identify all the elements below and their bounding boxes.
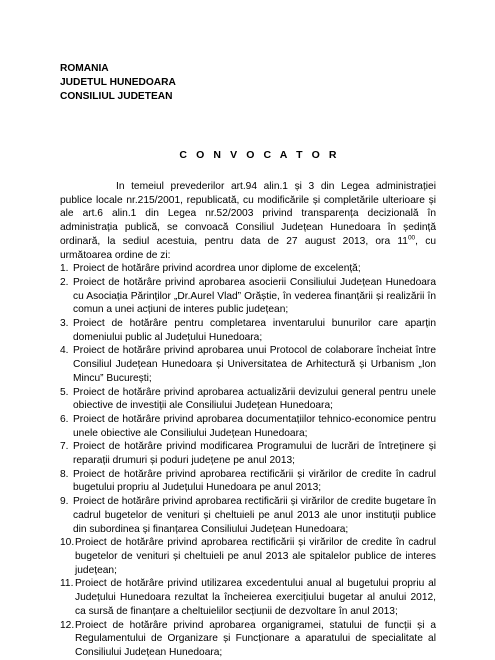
agenda-item-text: Proiect de hotărâre privind aprobarea rectificării și virărilor de credite bugetare în cadrul bugetelor de venituri și cheltuieli pe anul 2013 ale unor instituții publice din subordinea și finanțarea Consiliului Județean Hunedoara;	[73, 496, 436, 535]
agenda-item-text: Proiect de hotărâre privind aprobarea unui Protocol de colaborare încheiat între Consiliul Județean Hunedoara și Universitatea de Arhitectură și Urbanism „Ion Mincu” București;	[73, 345, 436, 384]
agenda-item-text: Proiect de hotărâre privind acordrea unor diplome de excelență;	[73, 263, 361, 275]
agenda-item-text: Proiect de hotărâre privind aprobarea actualizării devizului general pentru unele obiective de investiții ale Consiliului Județean Hunedoara;	[73, 386, 436, 412]
agenda-item-text: Proiect de hotărâre privind aprobarea documentațiilor tehnico-economice pentru unele obiective ale Consiliului Județean Hunedoara;	[73, 413, 436, 439]
intro-time-superscript: 00	[407, 234, 416, 242]
agenda-item-number: 3.	[60, 318, 69, 330]
agenda-item-text: Proiect de hotărâre privind aprobarea rectificării și virărilor de credite în cadrul bugetelor de venituri și cheltuieli pe anul 2013 ale spitalelor publice de interes județean;	[75, 537, 436, 576]
agenda-item	[60, 386, 436, 413]
agenda-item-number: 4.	[60, 345, 69, 357]
agenda-item	[60, 440, 436, 467]
header-country: ROMANIA	[60, 63, 109, 74]
agenda-item-number: 10.	[60, 537, 75, 549]
intro-text-before: In temeiul prevederilor art.94 alin.1 și 3 din Legea administrației publice locale nr.215/2001, republicată, cu modificările și completările ulterioare și ale art.6 alin.1 din Legea nr.52/2003 privind transparența decizională în administrația publică, se convoacă Consiliul Județean Hunedoara în ședință ordinară, la sediul acestuia, pentru data de 27 august 2013, ora 11	[60, 181, 436, 247]
agenda-item-text: Proiect de hotărâre pentru completarea inventarului bunurilor care aparțin domeniului public al Județului Hunedoara;	[73, 318, 436, 343]
agenda-item	[60, 344, 436, 385]
agenda-item	[60, 413, 436, 440]
agenda-item-number: 9.	[60, 496, 69, 508]
header-county: JUDETUL HUNEDOARA	[60, 77, 176, 88]
agenda-list	[60, 262, 436, 659]
agenda-item-text: Proiect de hotărâre privind aprobarea organigramei, statului de funcții și a Regulamentului de Organizare și Funcționare a aparatului de specialitate al Consiliului Județean Hunedoara;	[75, 619, 436, 658]
agenda-item	[60, 276, 436, 317]
agenda-item	[60, 262, 436, 276]
agenda-item	[60, 619, 436, 660]
agenda-item-number: 1.	[60, 263, 69, 275]
agenda-item	[60, 536, 436, 577]
document-header	[60, 62, 176, 104]
agenda-item-text: Proiect de hotărâre privind aprobarea rectificării și virărilor de credite în cadrul bugetului propriu al Județului Hunedoara pe anul 2013;	[73, 468, 436, 494]
agenda-item-number: 8.	[60, 468, 69, 480]
agenda-item-text: Proiect de hotărâre privind modificarea Programului de lucrări de întreținere și reparații drumuri și poduri județene pe anul 2013;	[73, 441, 436, 467]
agenda-item	[60, 317, 436, 344]
agenda-item-number: 7.	[60, 441, 69, 453]
agenda-item-text: Proiect de hotărâre privind utilizarea excedentului anual al bugetului propriu al Județului Hunedoara rezultat la încheierea exercițiului bugetar al anului 2012, ca sursă de finanțare a cheltuielilor secțiunii de dezvoltare în anul 2013;	[75, 578, 436, 617]
agenda-item	[60, 495, 436, 536]
agenda-item-number: 11.	[60, 578, 74, 590]
document-body	[60, 180, 436, 660]
agenda-item	[60, 577, 436, 618]
agenda-item-number: 12.	[60, 619, 75, 631]
header-council: CONSILIUL JUDETEAN	[60, 91, 173, 102]
document-title: C O N V O C A T O R	[179, 149, 340, 161]
agenda-item	[60, 468, 436, 495]
agenda-item-number: 2.	[60, 276, 69, 288]
agenda-item-number: 5.	[60, 386, 69, 398]
intro-paragraph	[60, 180, 436, 262]
agenda-item-text: Proiect de hotărâre privind aprobarea asocierii Consiliului Județean Hunedoara cu Asociația Părinților „Dr.Aurel Vlad” Orăștie, în vederea finanțării și realizării în comun a unei acțiuni de interes public județean;	[73, 276, 436, 316]
agenda-item-number: 6.	[60, 413, 69, 425]
intro-text-after: , cu următoarea ordine de zi:	[60, 235, 437, 261]
